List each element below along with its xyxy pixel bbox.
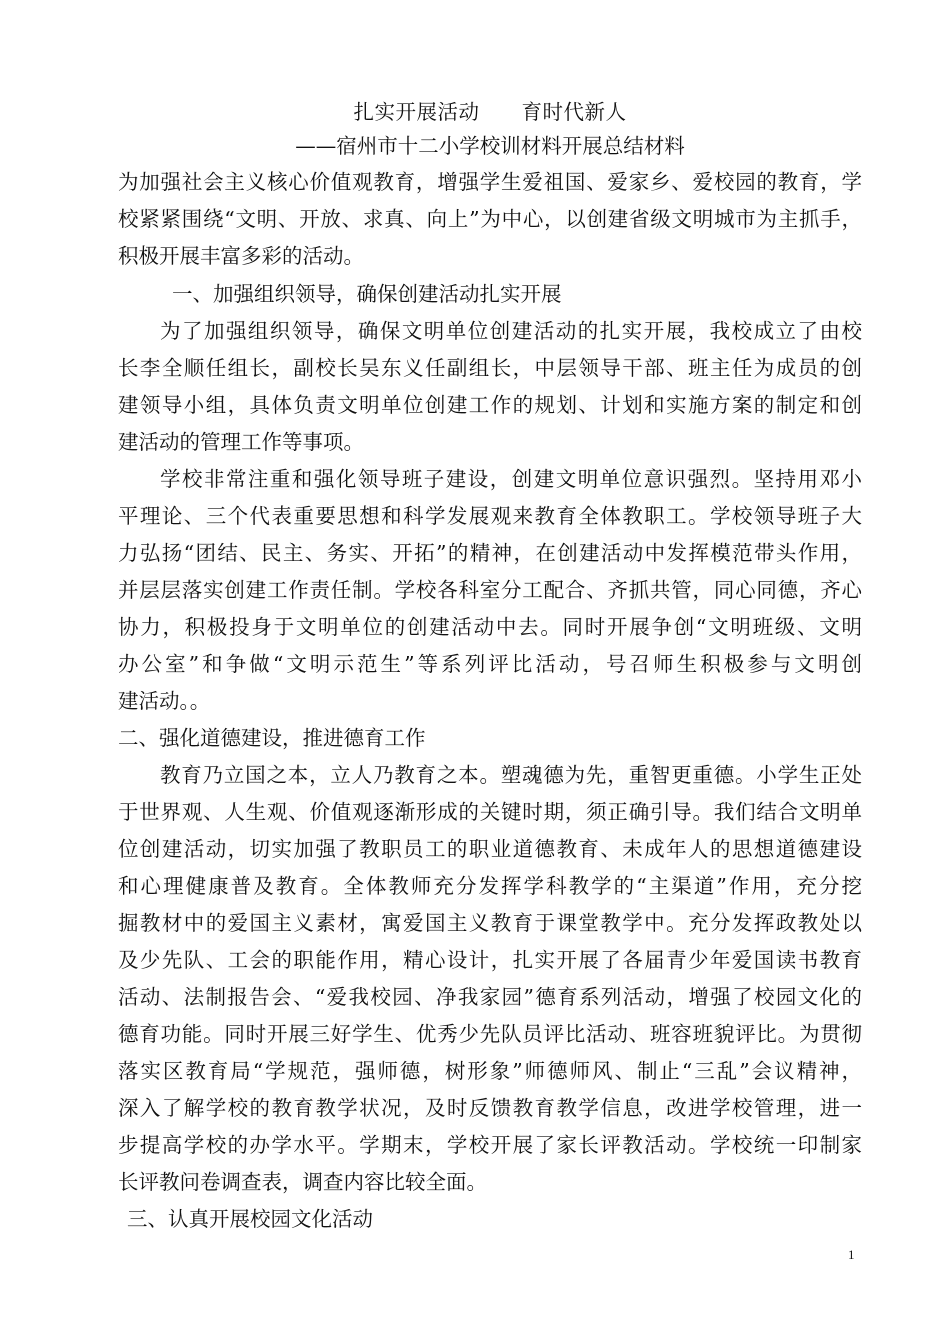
paragraph-line: 积极开展丰富多彩的活动。	[118, 244, 364, 268]
paragraph-line: 掘教材中的爱国主义素材，寓爱国主义教育于课堂教学中。充分发挥政教处以	[118, 911, 862, 935]
paragraph-line: 协力，积极投身于文明单位的创建活动中去。同时开展争创“文明班级、文明	[118, 615, 862, 639]
paragraph-line: 建领导小组，具体负责文明单位创建工作的规划、计划和实施方案的制定和创	[118, 393, 862, 417]
paragraph-line: 位创建活动，切实加强了教职员工的职业道德教育、未成年人的思想道德建设	[118, 837, 862, 861]
paragraph-line: 于世界观、人生观、价值观逐渐形成的关键时期，须正确引导。我们结合文明单	[118, 800, 862, 824]
paragraph-line: 和心理健康普及教育。全体教师充分发挥学科教学的“主渠道”作用，充分挖	[118, 874, 862, 898]
document-title: 扎实开展活动 育时代新人	[353, 100, 627, 124]
paragraph-line: 并层层落实创建工作责任制。学校各科室分工配合、齐抓共管，同心同德，齐心	[118, 578, 862, 602]
paragraph-line: 步提高学校的办学水平。学期末，学校开展了家长评教活动。学校统一印制家	[118, 1133, 862, 1157]
paragraph-line: 建活动的管理工作等事项。	[118, 430, 364, 454]
section-heading-1: 一、加强组织领导，确保创建活动扎实开展	[172, 282, 562, 306]
paragraph-line: 力弘扬“团结、民主、务实、开拓”的精神，在创建活动中发挥模范带头作用，	[118, 541, 862, 565]
document-subtitle: ——宿州市十二小学校训材料开展总结材料	[295, 134, 685, 158]
paragraph-line: 办公室”和争做“文明示范生”等系列评比活动，号召师生积极参与文明创	[118, 652, 862, 676]
section-heading-2: 二、强化道德建设，推进德育工作	[118, 726, 426, 750]
section-heading-3: 三、认真开展校园文化活动	[127, 1207, 373, 1231]
page-number: 1	[848, 1247, 855, 1262]
paragraph-line: 为加强社会主义核心价值观教育，增强学生爱祖国、爱家乡、爱校园的教育，学	[118, 170, 862, 194]
paragraph-line: 及少先队、工会的职能作用，精心设计，扎实开展了各届青少年爱国读书教育	[118, 948, 862, 972]
paragraph-line: 深入了解学校的教育教学状况，及时反馈教育教学信息，改进学校管理，进一	[118, 1096, 862, 1120]
paragraph-line: 落实区教育局“学规范，强师德，树形象”师德师风、制止“三乱”会议精神，	[118, 1059, 862, 1083]
paragraph-line: 德育功能。同时开展三好学生、优秀少先队员评比活动、班容班貌评比。为贯彻	[118, 1022, 862, 1046]
paragraph-line: 平理论、三个代表重要思想和科学发展观来教育全体教职工。学校领导班子大	[118, 504, 862, 528]
paragraph-line: 为了加强组织领导，确保文明单位创建活动的扎实开展，我校成立了由校	[160, 319, 862, 343]
paragraph-line: 建活动。。	[118, 689, 211, 713]
paragraph-line: 活动、法制报告会、“爱我校园、净我家园”德育系列活动，增强了校园文化的	[118, 985, 862, 1009]
paragraph-line: 校紧紧围绕“文明、开放、求真、向上”为中心，以创建省级文明城市为主抓手，	[118, 207, 862, 231]
paragraph-line: 学校非常注重和强化领导班子建设，创建文明单位意识强烈。坚持用邓小	[160, 467, 862, 491]
paragraph-line: 长李全顺任组长，副校长吴东义任副组长，中层领导干部、班主任为成员的创	[118, 356, 862, 380]
paragraph-line: 长评教问卷调查表，调查内容比较全面。	[118, 1170, 487, 1194]
paragraph-line: 教育乃立国之本，立人乃教育之本。塑魂德为先，重智更重德。小学生正处	[160, 763, 862, 787]
